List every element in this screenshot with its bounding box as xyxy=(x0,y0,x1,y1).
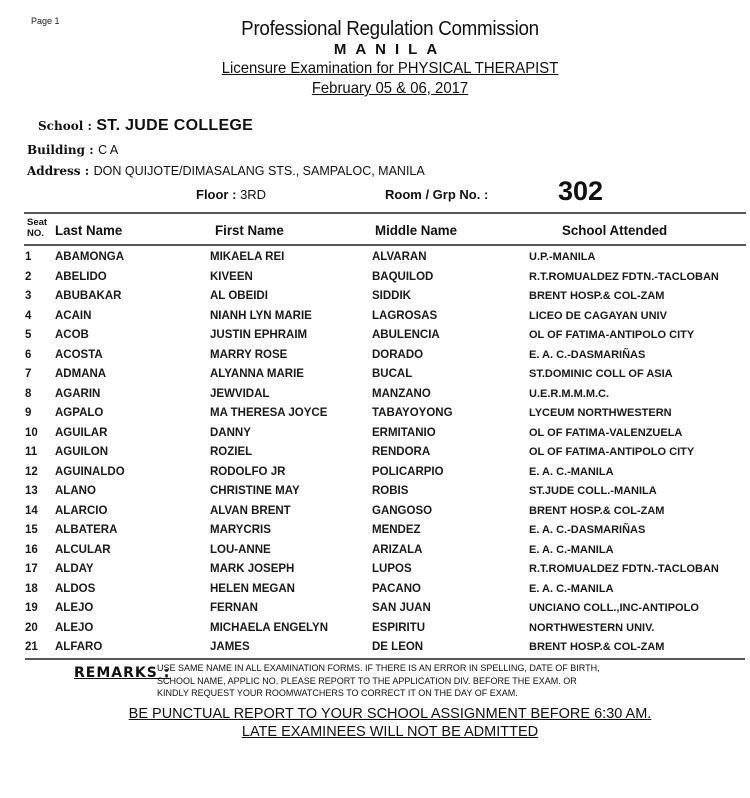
exam-dates: February 05 & 06, 2017 xyxy=(311,80,469,97)
first-name: MIKAELA REI xyxy=(210,251,285,263)
organization-title: Professional Regulation Commission xyxy=(241,18,539,40)
table-row xyxy=(0,388,750,408)
first-name: NIANH LYN MARIE xyxy=(210,309,312,322)
school-attended: BRENT HOSP.& COL-ZAM xyxy=(529,290,665,302)
table-row xyxy=(0,622,750,642)
remarks-line: KINDLY REQUEST YOUR ROOMWATCHERS TO CORRECT IT ON THE DAY OF EXAM. xyxy=(157,688,518,698)
first-name: ALYANNA MARIE xyxy=(210,368,304,380)
school-attended: U.E.R.M.M.M.C. xyxy=(529,387,610,400)
first-name: KIVEEN xyxy=(210,270,253,283)
middle-name: BUCAL xyxy=(372,368,413,380)
school-attended: R.T.ROMUALDEZ FDTN.-TACLOBAN xyxy=(529,270,719,283)
first-name: LOU-ANNE xyxy=(210,543,271,556)
header-middle-name: Middle Name xyxy=(375,222,458,238)
header-seat-bottom: NO. xyxy=(27,228,44,239)
header-first-name: First Name xyxy=(215,222,284,238)
school-attended: LICEO DE CAGAYAN UNIV xyxy=(529,309,667,322)
seat-number: 13 xyxy=(25,485,38,497)
school-label: School : xyxy=(38,119,92,133)
last-name: AGUILON xyxy=(55,446,109,458)
floor-row xyxy=(196,187,266,202)
table-row xyxy=(0,368,750,388)
last-name: ADMANA xyxy=(55,368,107,380)
room-label: Room / Grp No. : xyxy=(385,187,489,202)
table-row xyxy=(0,427,750,447)
school-name: ST. JUDE COLLEGE xyxy=(96,117,254,134)
seat-number: 12 xyxy=(25,465,38,478)
table-row xyxy=(0,466,750,486)
table-row xyxy=(0,544,750,564)
building-value: C A xyxy=(98,143,119,157)
middle-name: GANGOSO xyxy=(372,504,433,517)
school-attended: OL OF FATIMA-ANTIPOLO CITY xyxy=(529,329,695,341)
last-name: AGARIN xyxy=(55,387,101,400)
table-row xyxy=(0,310,750,330)
header-last-name: Last Name xyxy=(55,222,123,238)
seat-number: 19 xyxy=(25,602,38,614)
seat-number: 17 xyxy=(25,563,38,575)
middle-name: SIDDIK xyxy=(372,290,411,302)
seat-number: 16 xyxy=(25,543,38,556)
first-name: JAMES xyxy=(210,641,250,653)
middle-name: LUPOS xyxy=(372,563,412,575)
middle-name: ARIZALA xyxy=(372,543,423,556)
middle-name: RENDORA xyxy=(372,446,431,458)
last-name: AGPALO xyxy=(55,407,104,419)
school-attended: E. A. C.-MANILA xyxy=(529,543,614,556)
table-row xyxy=(0,563,750,583)
school-attended: UNCIANO COLL.,INC-ANTIPOLO xyxy=(529,602,699,614)
table-row xyxy=(0,505,750,525)
middle-name: ABULENCIA xyxy=(372,329,440,341)
school-attended: OL OF FATIMA-ANTIPOLO CITY xyxy=(529,446,695,458)
city-title: MANILA xyxy=(333,41,447,58)
school-attended: E. A. C.-MANILA xyxy=(529,582,614,595)
middle-name: LAGROSAS xyxy=(372,309,438,322)
last-name: AGUILAR xyxy=(55,426,108,439)
first-name: MARK JOSEPH xyxy=(210,563,295,575)
first-name: FERNAN xyxy=(210,602,258,614)
school-attended: E. A. C.-MANILA xyxy=(529,465,614,478)
last-name: ALCULAR xyxy=(55,543,111,556)
table-row xyxy=(0,485,750,505)
seat-number: 5 xyxy=(25,329,32,341)
table-row xyxy=(0,446,750,466)
seat-number: 21 xyxy=(25,641,38,653)
last-name: ACAIN xyxy=(55,309,92,322)
middle-name: MENDEZ xyxy=(372,524,421,536)
first-name: HELEN MEGAN xyxy=(210,582,295,595)
first-name: MICHAELA ENGELYN xyxy=(210,621,328,634)
first-name: ALVAN BRENT xyxy=(210,504,291,517)
late-notice: LATE EXAMINEES WILL NOT BE ADMITTED xyxy=(241,724,539,740)
school-attended: ST.DOMINIC COLL OF ASIA xyxy=(529,368,673,380)
address-label: Address : xyxy=(27,164,90,178)
middle-name: BAQUILOD xyxy=(372,270,434,283)
table-row xyxy=(0,251,750,271)
table-row xyxy=(0,271,750,291)
middle-name: ROBIS xyxy=(372,485,409,497)
school-attended: BRENT HOSP.& COL-ZAM xyxy=(529,504,665,517)
school-attended: E. A. C.-DASMARIÑAS xyxy=(529,348,646,361)
table-row xyxy=(0,602,750,622)
table-row xyxy=(0,290,750,310)
middle-name: ESPIRITU xyxy=(372,621,426,634)
school-attended: LYCEUM NORTHWESTERN xyxy=(529,407,672,419)
middle-name: MANZANO xyxy=(372,387,431,400)
first-name: DANNY xyxy=(210,426,251,439)
school-row xyxy=(38,117,253,135)
table-bottom-rule xyxy=(25,658,745,660)
seat-number: 18 xyxy=(25,582,38,595)
first-name: JUSTIN EPHRAIM xyxy=(210,329,308,341)
last-name: ALBATERA xyxy=(55,524,118,536)
table-row xyxy=(0,329,750,349)
last-name: ALARCIO xyxy=(55,504,108,517)
room-number: 302 xyxy=(558,176,604,206)
last-name: ABAMONGA xyxy=(55,251,124,263)
examinee-table xyxy=(0,251,750,661)
middle-name: TABAYOYONG xyxy=(372,407,453,419)
first-name: JEWVIDAL xyxy=(210,387,270,400)
last-name: ALEJO xyxy=(55,621,94,634)
seat-number: 20 xyxy=(25,621,38,634)
remarks-line: SCHOOL NAME, APPLIC NO. PLEASE REPORT TO THE APPLICATION DIV. BEFORE THE EXAM. OR xyxy=(157,675,577,686)
last-name: ALDOS xyxy=(55,582,96,595)
school-attended: BRENT HOSP.& COL-ZAM xyxy=(529,641,665,653)
header-seat-no xyxy=(27,217,47,239)
table-row xyxy=(0,583,750,603)
header-seat-top: Seat xyxy=(27,217,48,228)
seat-number: 14 xyxy=(25,504,38,517)
exam-title: Licensure Examination for PHYSICAL THERAPIST xyxy=(221,60,559,77)
remarks-line: USE SAME NAME IN ALL EXAMINATION FORMS. IF THERE IS AN ERROR IN SPELLING, DATE OF BIRTH, xyxy=(157,663,600,673)
page-number: Page 1 xyxy=(31,16,60,26)
first-name: RODOLFO JR xyxy=(210,465,286,478)
middle-name: ERMITANIO xyxy=(372,426,436,439)
address-row xyxy=(27,162,425,180)
middle-name: ALVARAN xyxy=(372,251,427,263)
last-name: ACOSTA xyxy=(55,348,103,361)
address-value: DON QUIJOTE/DIMASALANG STS., SAMPALOC, MANILA xyxy=(93,164,425,178)
first-name: MA THERESA JOYCE xyxy=(210,407,328,419)
school-attended: NORTHWESTERN UNIV. xyxy=(529,621,655,634)
first-name: ROZIEL xyxy=(210,446,253,458)
header-school-attended: School Attended xyxy=(562,222,668,238)
building-label: Building : xyxy=(27,143,94,157)
first-name: MARYCRIS xyxy=(210,524,271,536)
last-name: ALEJO xyxy=(55,602,94,614)
floor-value: 3RD xyxy=(240,187,267,202)
floor-label: Floor : xyxy=(196,187,237,202)
first-name: MARRY ROSE xyxy=(210,348,288,361)
seat-number: 2 xyxy=(25,270,32,283)
table-row xyxy=(0,524,750,544)
seat-number: 15 xyxy=(25,524,38,536)
seat-number: 9 xyxy=(25,407,32,419)
last-name: ALDAY xyxy=(55,563,94,575)
seat-number: 10 xyxy=(25,426,38,439)
last-name: AGUINALDO xyxy=(55,465,125,478)
seat-number: 3 xyxy=(25,290,32,302)
last-name: ABELIDO xyxy=(55,270,107,283)
table-top-rule xyxy=(24,212,746,214)
table-row xyxy=(0,349,750,369)
school-attended: R.T.ROMUALDEZ FDTN.-TACLOBAN xyxy=(529,563,719,575)
school-attended: U.P.-MANILA xyxy=(529,251,596,263)
middle-name: PACANO xyxy=(372,582,421,595)
last-name: ALANO xyxy=(55,485,96,497)
seat-number: 8 xyxy=(25,387,32,400)
seat-number: 7 xyxy=(25,368,32,380)
punctuality-notice: BE PUNCTUAL REPORT TO YOUR SCHOOL ASSIGNMENT BEFORE 6:30 AM. xyxy=(128,706,652,722)
seat-number: 1 xyxy=(25,251,32,263)
middle-name: DORADO xyxy=(372,348,424,361)
table-header-rule xyxy=(24,244,746,246)
middle-name: DE LEON xyxy=(372,641,424,653)
remarks-text xyxy=(157,662,697,700)
table-row xyxy=(0,407,750,427)
seat-number: 6 xyxy=(25,348,32,361)
middle-name: POLICARPIO xyxy=(372,465,444,478)
first-name: CHRISTINE MAY xyxy=(210,485,300,497)
middle-name: SAN JUAN xyxy=(372,602,431,614)
remarks-label: REMARKS : xyxy=(74,665,171,681)
school-attended: ST.JUDE COLL.-MANILA xyxy=(529,485,657,497)
school-attended: E. A. C.-DASMARIÑAS xyxy=(529,524,646,536)
last-name: ALFARO xyxy=(55,641,103,653)
building-row xyxy=(27,141,118,159)
last-name: ACOB xyxy=(55,329,89,341)
first-name: AL OBEIDI xyxy=(210,290,268,302)
last-name: ABUBAKAR xyxy=(55,290,122,302)
seat-number: 11 xyxy=(25,446,38,458)
school-attended: OL OF FATIMA-VALENZUELA xyxy=(529,426,683,439)
seat-number: 4 xyxy=(25,309,32,322)
